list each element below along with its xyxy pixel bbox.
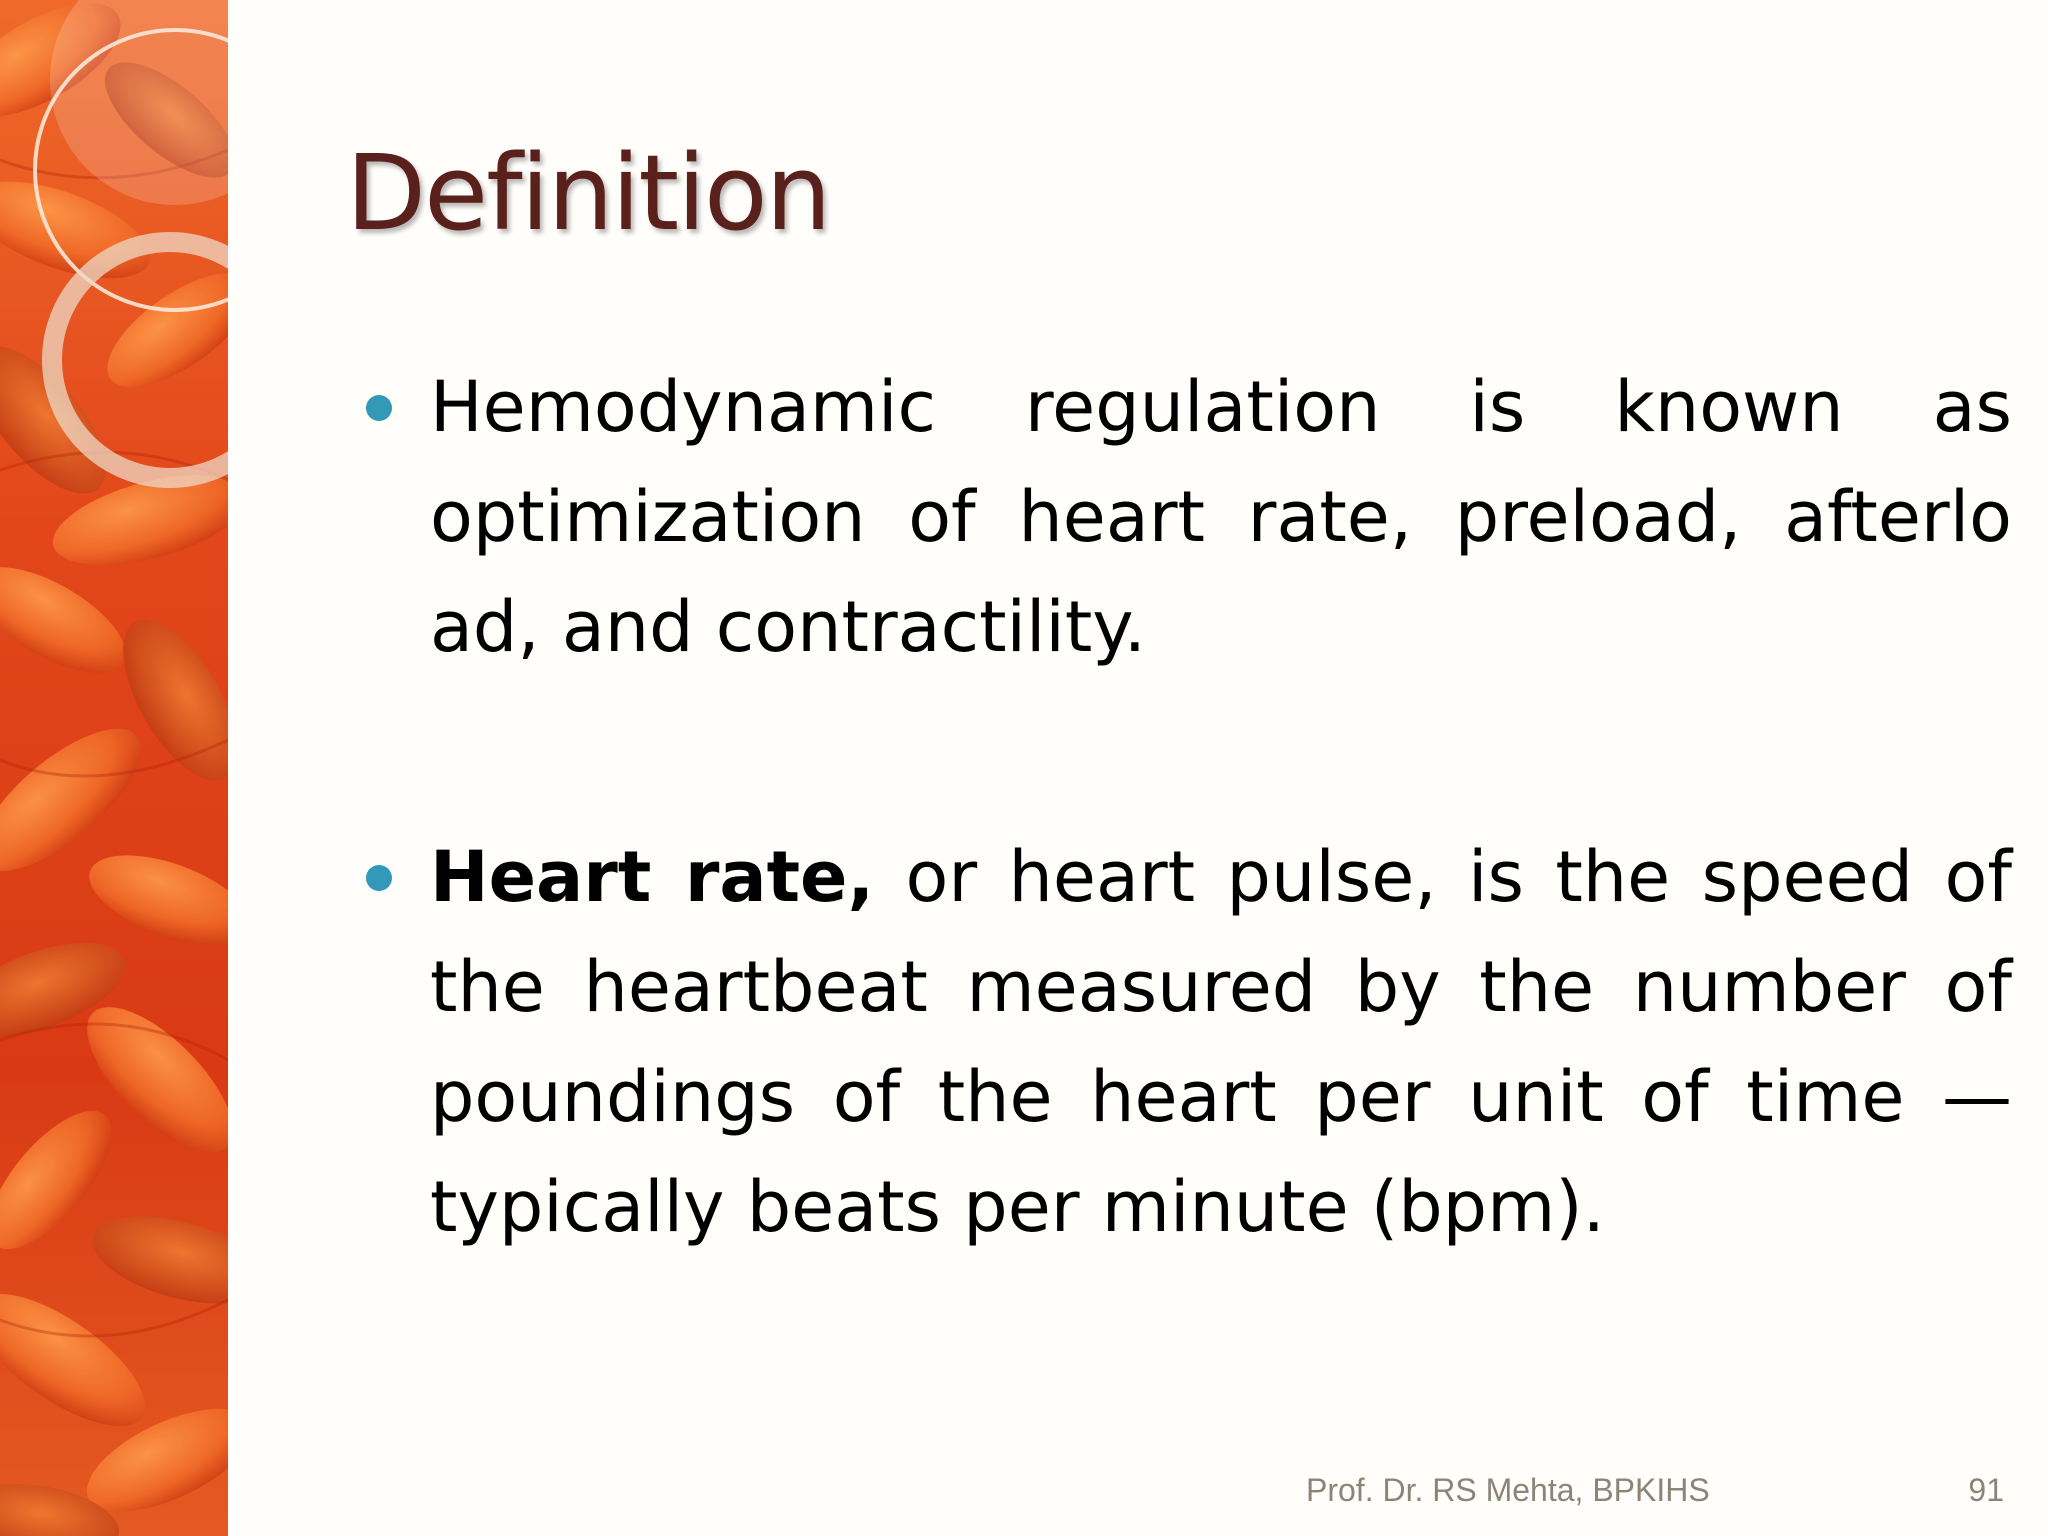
footer-author: Prof. Dr. RS Mehta, BPKIHS bbox=[1306, 1472, 1710, 1508]
bullet-dot-icon bbox=[366, 395, 392, 421]
bullet-bold-lead: Heart rate, bbox=[430, 836, 875, 918]
bullet-list bbox=[352, 352, 2012, 1262]
bullet-dot-icon bbox=[366, 865, 392, 891]
decorative-flower-panel bbox=[0, 0, 228, 1536]
bullet-item-heart-rate bbox=[352, 822, 2012, 1262]
bullet-item-hemodynamic bbox=[352, 352, 2012, 682]
slide-title: Definition bbox=[346, 132, 830, 254]
page-number: 91 bbox=[1968, 1472, 2004, 1508]
bullet-text: Hemodynamic regulation is known as optimization of heart rate, preload, afterlo ad, and contractility. bbox=[430, 366, 2012, 668]
bullet-text: or heart pulse, is the speed of the heartbeat measured by the number of poundings of the heart per unit of time — typically beats per minute (bpm). bbox=[430, 836, 2012, 1248]
